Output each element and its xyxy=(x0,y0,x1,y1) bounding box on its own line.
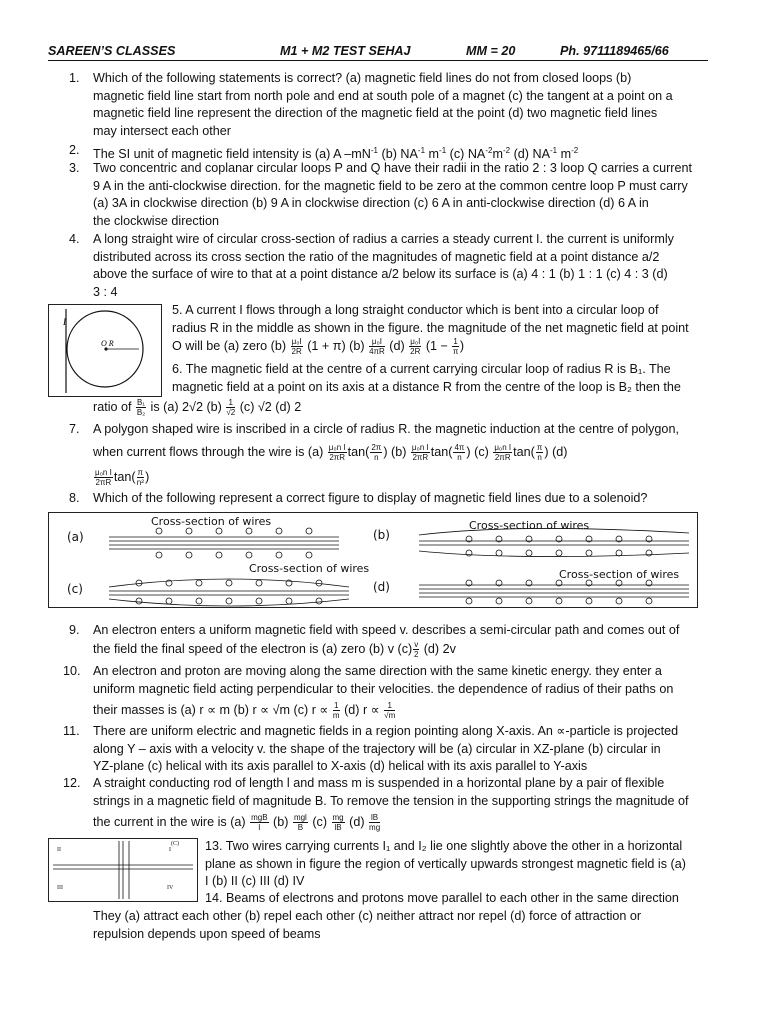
figure-c-label: (c) xyxy=(67,582,83,596)
text-line: magnetic field line represent the direction of the magnetic field at the point (d) two magnetic field lines xyxy=(93,106,658,121)
question-number: 11. xyxy=(63,724,80,738)
fraction xyxy=(370,443,382,462)
denominator: √m xyxy=(384,711,396,721)
fraction xyxy=(452,337,458,356)
fraction xyxy=(333,701,340,720)
denominator: lB xyxy=(334,823,342,833)
text-line: strings in a magnetic field of magnitude B. To remove the tension in the supporting strings the magnitude of xyxy=(93,793,689,808)
denominator: l xyxy=(258,823,261,833)
text-line: Which of the following statements is correct? (a) magnetic field lines do not from closed loops (b) xyxy=(93,71,632,85)
text-seg: (b) NA xyxy=(378,147,418,162)
text-seg: (b) xyxy=(387,444,407,459)
question-text xyxy=(93,622,679,659)
fraction xyxy=(291,337,303,356)
text-seg: (d) xyxy=(345,815,365,830)
question-14-options xyxy=(93,908,641,943)
numerator: μ₀n I xyxy=(494,442,512,452)
question-6-options xyxy=(93,398,301,417)
question-text xyxy=(93,775,689,832)
numerator: π xyxy=(137,468,144,477)
text-line: They (a) attract each other (b) repel each other (c) neither attract nor repel (d) force of attraction or xyxy=(93,909,642,923)
denominator: B xyxy=(297,823,304,833)
question-number: 4. xyxy=(69,232,80,246)
text-seg: (d) xyxy=(548,444,568,459)
denominator: n xyxy=(457,452,462,462)
text-seg: (d) NA xyxy=(510,147,550,162)
numerator: μ₀I xyxy=(291,337,302,347)
numerator: mgB xyxy=(251,813,268,823)
text-seg: (1 + π) (b) xyxy=(303,339,365,354)
fraction xyxy=(453,443,465,462)
text-seg: The SI unit of magnetic field intensity is (a) A –mN xyxy=(93,147,371,162)
numerator: v xyxy=(414,639,419,649)
text-line: magnetic field at a point on its axis at a distance R from the centre of the loop is B₂ then the xyxy=(172,379,681,394)
text-seg: ratio of xyxy=(93,399,132,414)
text-line: repulsion depends upon speed of beams xyxy=(93,926,321,941)
figure-c-title: Cross-section of wires xyxy=(249,562,370,575)
question-text: The SI unit of magnetic field intensity is (a) A $-mN^{-1}$ (b) $NA^{-1}$ $m^{-1}$ (c) $NA^{-2}m^{-2}$ (d) $NA^{-1}$ $m^{-2}$ xyxy=(93,146,579,162)
numerator: mgl xyxy=(293,813,307,823)
text-seg: m xyxy=(557,147,572,162)
text-line: 3 : 4 xyxy=(93,284,118,299)
question-number: 9. xyxy=(69,623,80,637)
text-line: magnetic field line start from north pole and end at south pole of a magnet (c) the tangent at a point on a xyxy=(93,88,673,103)
figure-b-title: Cross-section of wires xyxy=(469,519,590,532)
fraction xyxy=(136,398,146,417)
text-line: Two concentric and coplanar circular loops P and Q have their radii in the ratio 2 : 3 loop Q carries a current xyxy=(93,161,692,175)
text-line: 13. Two wires carrying currents I₁ and I₂ lie one slightly above the other in a horizontal xyxy=(205,839,683,853)
denominator: n xyxy=(374,452,379,462)
text-seg: (b) xyxy=(269,815,289,830)
current-label: I xyxy=(63,317,66,327)
question-13 xyxy=(205,838,686,873)
numerator: π xyxy=(536,442,543,452)
denominator: 2R xyxy=(410,347,421,357)
text-line: may intersect each other xyxy=(93,123,231,138)
denominator: 2R xyxy=(291,347,302,357)
question-text xyxy=(93,70,673,140)
fraction xyxy=(536,443,544,462)
text-line: 5. A current I flows through a long straight conductor which is bent into a circular loop of xyxy=(172,303,659,317)
question-number: 2. xyxy=(69,143,80,157)
numerator: μ₀I xyxy=(369,337,385,347)
text-line: above the surface of wire to that at a point distance a/2 below its surface is (a) 4 : 1 (b) 1 : 1 (c) 4 : 3 (d) xyxy=(93,267,668,282)
text-line: I (b) II (c) III (d) IV xyxy=(205,874,305,888)
denominator: mg xyxy=(369,823,381,833)
question-5-options xyxy=(172,337,689,356)
text-seg: the field the final speed of the electron is (a) zero (b) v (c) xyxy=(93,641,413,656)
text-seg: m xyxy=(492,147,503,162)
question-number: 8. xyxy=(69,491,80,505)
svg-text:II: II xyxy=(57,847,61,853)
denominator: 2πR xyxy=(329,452,346,462)
numerator: 4π xyxy=(454,442,465,452)
question-text xyxy=(93,231,674,301)
fraction xyxy=(328,443,347,462)
page-header xyxy=(48,44,708,61)
question-number: 3. xyxy=(69,161,80,175)
text-line: A long straight wire of circular cross-section of radius a carries a steady current I. the current is uniformly xyxy=(93,232,674,246)
numerator: μ₀n I xyxy=(411,442,429,452)
numerator: μ₀I xyxy=(410,337,421,347)
question-7-option-d: $\frac{\text{μ₀n I}}{2\pi R}$ tan( $\frac{\pi}{\text{n²}}$ ) xyxy=(95,468,150,487)
text-line: There are uniform electric and magnetic fields in a region pointing along X-axis. An ∝-particle is projected xyxy=(93,724,679,738)
denominator: 2 xyxy=(413,649,419,659)
fraction xyxy=(413,640,419,659)
two-wires-diagram xyxy=(49,839,197,901)
figure-13-label: (C) xyxy=(171,841,179,847)
text-seg: when current flows through the wire is (a) xyxy=(93,444,324,459)
text-seg: tan xyxy=(513,444,531,459)
question-text xyxy=(93,160,692,230)
text-seg: m xyxy=(425,147,440,162)
fraction xyxy=(493,443,512,462)
text-seg: tan xyxy=(113,469,132,484)
question-number: 7. xyxy=(69,422,80,436)
denominator: B₂ xyxy=(136,408,146,417)
numerator: 1 xyxy=(453,337,458,347)
question-text xyxy=(93,723,678,776)
text-line: along Y – axis with a velocity v. the shape of the trajectory will be (a) circular in XZ-plane (b) circular in xyxy=(93,741,661,756)
fraction xyxy=(369,337,385,356)
denominator: π xyxy=(452,347,459,357)
text-line: An electron and proton are moving along the same direction with the same kinetic energy. they enter a xyxy=(93,664,662,678)
text-seg: the current in the wire is (a) xyxy=(93,815,246,830)
text-line: YZ-plane (c) helical with its axis parallel to X-axis (d) helical with its axis parallel to Y-axis xyxy=(93,759,588,774)
numerator: μ₀n I xyxy=(328,442,346,452)
school-name: SAREEN’S CLASSES xyxy=(48,44,176,58)
numerator: lB xyxy=(371,813,379,823)
text-seg: O will be (a) zero (b) xyxy=(172,339,287,354)
text-line: 6. The magnetic field at the centre of a current carrying circular loop of radius R is B₁. The xyxy=(172,362,671,376)
question-number: 12. xyxy=(63,776,81,790)
text-seg: (1 − xyxy=(422,339,448,354)
text-seg: (d) r ∝ xyxy=(340,703,380,718)
center-label: O R xyxy=(101,339,114,348)
denominator: √2 xyxy=(226,408,236,417)
text-line: distributed across its cross section the ratio of the magnitudes of magnetic field at a point distance a/2 xyxy=(93,249,660,264)
numerator: mg xyxy=(332,813,344,823)
text-seg: (c) xyxy=(308,815,328,830)
fraction xyxy=(226,398,235,417)
text-seg: their masses is (a) r ∝ m (b) r ∝ √m (c) r ∝ xyxy=(93,703,329,718)
question-number: 10. xyxy=(63,664,81,678)
text-line: 9 A in the anti-clockwise direction. for the magnetic field to be zero at the common centre loop P must carry xyxy=(93,178,688,193)
question-13-options xyxy=(205,873,304,891)
phone-number: Ph. 9711189465/66 xyxy=(560,44,669,58)
svg-text:IV: IV xyxy=(167,885,174,891)
question-10-options xyxy=(93,701,673,720)
fraction xyxy=(369,813,380,832)
text-line: plane as shown in figure the region of vertically upwards strongest magnetic field is (a) xyxy=(205,856,686,871)
numerator: 1 xyxy=(226,398,235,408)
text-seg: (c) √2 (d) 2 xyxy=(236,399,302,414)
figure-b-label: (b) xyxy=(373,528,390,542)
question-text xyxy=(93,663,673,720)
question-text: Which of the following represent a correct figure to display of magnetic field lines due to a solenoid? xyxy=(93,491,648,505)
svg-text:I: I xyxy=(169,847,171,853)
figure-d-title: Cross-section of wires xyxy=(559,568,680,581)
figure-a-label: (a) xyxy=(67,530,84,544)
text-seg: (d) 2v xyxy=(420,641,456,656)
fraction xyxy=(293,813,308,832)
question-text xyxy=(93,421,679,462)
figure-two-wires xyxy=(48,838,198,902)
text-line: radius R in the middle as shown in the figure. the magnitude of the net magnetic field at point xyxy=(172,320,689,335)
denominator: 2πR xyxy=(412,452,429,462)
figure-loop-conductor xyxy=(48,304,162,397)
text-seg: ) xyxy=(459,339,465,354)
figure-solenoid-options xyxy=(48,512,698,608)
figure-a-title: Cross-section of wires xyxy=(151,515,272,528)
fraction xyxy=(332,813,345,832)
denominator: n xyxy=(537,452,542,462)
question-5 xyxy=(172,302,689,356)
fraction xyxy=(94,468,113,487)
question-6 xyxy=(172,361,681,396)
question-7-options: when current flows through the wire is (a) $\frac{\text{μ₀n I}}{2\pi R}$ tan( $\frac{2\pi}{n}$ ) (b) $\frac{\text{μ₀n I}}{2\pi R}$ tan( $\frac{4\pi}{n}$ ) (c) $\frac{\text{μ₀n I}}{2\pi R}$ tan( $\frac{\pi}{n}$ ) (d) xyxy=(93,442,568,462)
fraction xyxy=(409,337,421,356)
text-seg: (d) xyxy=(385,339,405,354)
denominator: m xyxy=(332,711,340,721)
text-line: the clockwise direction xyxy=(93,213,219,228)
figure-d-label: (d) xyxy=(373,580,390,594)
numerator: μ₀n I xyxy=(95,468,112,477)
denominator: n² xyxy=(136,478,144,487)
text-line: 14. Beams of electrons and protons move parallel to each other in the same direction xyxy=(205,891,679,905)
text-seg: is (a) 2√2 (b) xyxy=(147,399,222,414)
numerator: 1 xyxy=(384,701,395,711)
numerator: 1 xyxy=(334,701,339,711)
fraction xyxy=(384,701,395,720)
max-marks: MM = 20 xyxy=(466,44,516,58)
denominator: 2πR xyxy=(95,478,112,487)
svg-text:III: III xyxy=(57,885,63,891)
text-line: A straight conducting rod of length l and mass m is suspended in a horizontal plane by a pair of flexible xyxy=(93,776,665,790)
text-seg: (c) xyxy=(470,444,489,459)
text-line: (a) 3A in clockwise direction (b) 9 A in clockwise direction (c) 6 A in anti-clockwise direction (d) 6 A in xyxy=(93,196,649,211)
text-seg: (c) NA xyxy=(446,147,486,162)
denominator: 4πR xyxy=(369,347,385,357)
solenoid-diagram xyxy=(49,513,697,607)
question-14 xyxy=(205,890,679,908)
denominator: 2πR xyxy=(494,452,511,462)
loop-conductor-diagram xyxy=(49,305,161,396)
text-line: An electron enters a uniform magnetic field with speed v. describes a semi-circular path and comes out of xyxy=(93,623,680,637)
question-12-options xyxy=(93,813,689,832)
fraction xyxy=(137,468,145,487)
text-seg: tan xyxy=(430,444,449,459)
test-name: M1 + M2 TEST SEHAJ xyxy=(280,44,411,58)
text-seg: tan xyxy=(347,444,366,459)
fraction xyxy=(250,813,268,832)
numerator: 2π xyxy=(371,442,382,452)
question-9-options xyxy=(93,640,679,659)
question-number: 1. xyxy=(69,71,80,85)
text-line: uniform magnetic field acting perpendicular to their velocities. the dependence of radius of their paths on xyxy=(93,681,674,696)
text-line: A polygon shaped wire is inscribed in a circle of radius R. the magnetic induction at the centre of polygon, xyxy=(93,422,679,436)
fraction xyxy=(411,443,430,462)
numerator: B₁ xyxy=(137,398,146,407)
